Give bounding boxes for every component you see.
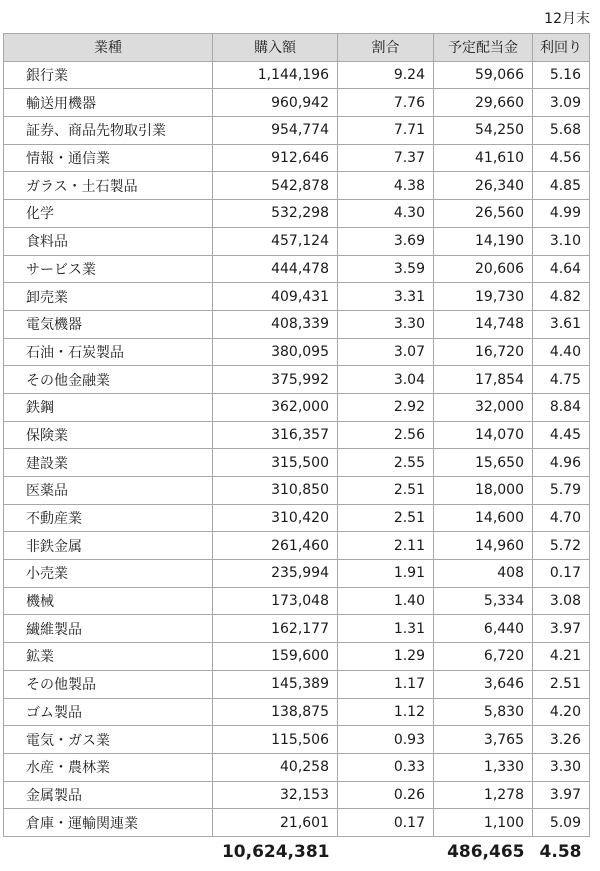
cell-expected-dividend: 59,066 — [434, 61, 533, 89]
cell-purchase-amount: 115,506 — [213, 726, 338, 754]
cell-ratio: 9.24 — [338, 61, 434, 89]
cell-expected-dividend: 1,100 — [434, 809, 533, 837]
table-row — [4, 117, 590, 145]
table-row — [4, 61, 590, 89]
cell-yield: 2.51 — [533, 670, 590, 698]
header-ratio: 割合 — [338, 34, 434, 62]
table-row — [4, 227, 590, 255]
cell-purchase-amount: 362,000 — [213, 393, 338, 421]
cell-industry: 卸売業 — [4, 283, 213, 311]
cell-purchase-amount: 912,646 — [213, 144, 338, 172]
cell-purchase-amount: 173,048 — [213, 587, 338, 615]
cell-purchase-amount: 32,153 — [213, 781, 338, 809]
holdings-table — [3, 33, 590, 867]
cell-industry: その他製品 — [4, 670, 213, 698]
table-row — [4, 255, 590, 283]
cell-industry: 倉庫・運輸関連業 — [4, 809, 213, 837]
cell-expected-dividend: 16,720 — [434, 338, 533, 366]
total-purchase: 10,624,381 — [221, 841, 330, 862]
cell-industry: 電気機器 — [4, 310, 213, 338]
cell-industry: 機械 — [4, 587, 213, 615]
cell-ratio: 3.30 — [338, 310, 434, 338]
cell-expected-dividend: 1,278 — [434, 781, 533, 809]
cell-yield: 3.61 — [533, 310, 590, 338]
table-body — [4, 61, 590, 836]
cell-expected-dividend: 20,606 — [434, 255, 533, 283]
cell-industry: 証券、商品先物取引業 — [4, 117, 213, 145]
cell-yield: 4.99 — [533, 200, 590, 228]
cell-industry: その他金融業 — [4, 366, 213, 394]
cell-yield: 4.64 — [533, 255, 590, 283]
cell-industry: 輸送用機器 — [4, 89, 213, 117]
total-row — [4, 836, 590, 867]
cell-yield: 4.96 — [533, 449, 590, 477]
cell-purchase-amount: 138,875 — [213, 698, 338, 726]
cell-purchase-amount: 444,478 — [213, 255, 338, 283]
cell-expected-dividend: 19,730 — [434, 283, 533, 311]
table-row — [4, 560, 590, 588]
cell-ratio: 1.31 — [338, 615, 434, 643]
cell-purchase-amount: 21,601 — [213, 809, 338, 837]
table-row — [4, 643, 590, 671]
cell-ratio: 1.91 — [338, 560, 434, 588]
cell-yield: 4.40 — [533, 338, 590, 366]
header-industry: 業種 — [4, 34, 213, 62]
cell-yield: 4.82 — [533, 283, 590, 311]
table-row — [4, 338, 590, 366]
cell-purchase-amount: 954,774 — [213, 117, 338, 145]
cell-industry: 銀行業 — [4, 61, 213, 89]
cell-industry: ガラス・土石製品 — [4, 172, 213, 200]
cell-yield: 5.72 — [533, 532, 590, 560]
table-row — [4, 449, 590, 477]
cell-yield: 4.45 — [533, 421, 590, 449]
cell-ratio: 2.55 — [338, 449, 434, 477]
cell-yield: 3.97 — [533, 781, 590, 809]
table-row — [4, 532, 590, 560]
cell-yield: 4.56 — [533, 144, 590, 172]
cell-industry: 医薬品 — [4, 477, 213, 505]
cell-purchase-amount: 310,420 — [213, 504, 338, 532]
cell-ratio: 2.51 — [338, 477, 434, 505]
cell-purchase-amount: 457,124 — [213, 227, 338, 255]
cell-ratio: 7.37 — [338, 144, 434, 172]
cell-yield: 8.84 — [533, 393, 590, 421]
header-purchase-amount: 購入額 — [213, 34, 338, 62]
cell-expected-dividend: 54,250 — [434, 117, 533, 145]
table-row — [4, 809, 590, 837]
cell-yield: 3.97 — [533, 615, 590, 643]
cell-yield: 3.08 — [533, 587, 590, 615]
cell-yield: 5.79 — [533, 477, 590, 505]
cell-ratio: 1.17 — [338, 670, 434, 698]
total-label-cell — [4, 836, 213, 867]
cell-expected-dividend: 408 — [434, 560, 533, 588]
cell-industry: 不動産業 — [4, 504, 213, 532]
cell-purchase-amount: 40,258 — [213, 753, 338, 781]
cell-ratio: 2.92 — [338, 393, 434, 421]
cell-expected-dividend: 6,440 — [434, 615, 533, 643]
cell-purchase-amount: 316,357 — [213, 421, 338, 449]
cell-expected-dividend: 6,720 — [434, 643, 533, 671]
table-row — [4, 781, 590, 809]
cell-industry: 石油・石炭製品 — [4, 338, 213, 366]
cell-expected-dividend: 3,765 — [434, 726, 533, 754]
cell-industry: 鉱業 — [4, 643, 213, 671]
cell-expected-dividend: 26,340 — [434, 172, 533, 200]
cell-industry: 建設業 — [4, 449, 213, 477]
table-row — [4, 310, 590, 338]
total-yield: 4.58 — [539, 841, 582, 862]
cell-purchase-amount: 960,942 — [213, 89, 338, 117]
cell-purchase-amount: 235,994 — [213, 560, 338, 588]
total-ratio-cell — [338, 836, 434, 867]
table-row — [4, 366, 590, 394]
cell-yield: 3.26 — [533, 726, 590, 754]
cell-expected-dividend: 3,646 — [434, 670, 533, 698]
cell-ratio: 0.93 — [338, 726, 434, 754]
cell-industry: 電気・ガス業 — [4, 726, 213, 754]
table-row — [4, 698, 590, 726]
cell-yield: 4.75 — [533, 366, 590, 394]
cell-ratio: 1.29 — [338, 643, 434, 671]
table-row — [4, 200, 590, 228]
cell-purchase-amount: 408,339 — [213, 310, 338, 338]
cell-ratio: 0.17 — [338, 809, 434, 837]
cell-ratio: 7.76 — [338, 89, 434, 117]
cell-purchase-amount: 409,431 — [213, 283, 338, 311]
cell-industry: 情報・通信業 — [4, 144, 213, 172]
table-row — [4, 504, 590, 532]
cell-purchase-amount: 145,389 — [213, 670, 338, 698]
cell-ratio: 2.56 — [338, 421, 434, 449]
cell-yield: 5.68 — [533, 117, 590, 145]
cell-industry: 繊維製品 — [4, 615, 213, 643]
cell-yield: 0.17 — [533, 560, 590, 588]
cell-expected-dividend: 5,830 — [434, 698, 533, 726]
cell-yield: 4.70 — [533, 504, 590, 532]
cell-purchase-amount: 532,298 — [213, 200, 338, 228]
cell-yield: 5.09 — [533, 809, 590, 837]
cell-expected-dividend: 29,660 — [434, 89, 533, 117]
cell-yield: 3.09 — [533, 89, 590, 117]
cell-ratio: 3.04 — [338, 366, 434, 394]
cell-yield: 4.85 — [533, 172, 590, 200]
cell-expected-dividend: 17,854 — [434, 366, 533, 394]
table-row — [4, 144, 590, 172]
cell-ratio: 7.71 — [338, 117, 434, 145]
header-yield: 利回り — [533, 34, 590, 62]
cell-expected-dividend: 5,334 — [434, 587, 533, 615]
cell-ratio: 3.59 — [338, 255, 434, 283]
cell-expected-dividend: 18,000 — [434, 477, 533, 505]
period-label: 12月末 — [544, 11, 590, 27]
cell-ratio: 3.31 — [338, 283, 434, 311]
cell-ratio: 2.51 — [338, 504, 434, 532]
cell-yield: 3.30 — [533, 753, 590, 781]
cell-ratio: 3.07 — [338, 338, 434, 366]
cell-industry: サービス業 — [4, 255, 213, 283]
cell-expected-dividend: 14,600 — [434, 504, 533, 532]
cell-expected-dividend: 41,610 — [434, 144, 533, 172]
cell-industry: 非鉄金属 — [4, 532, 213, 560]
header-expected-dividend: 予定配当金 — [434, 34, 533, 62]
cell-purchase-amount: 1,144,196 — [213, 61, 338, 89]
cell-expected-dividend: 14,748 — [434, 310, 533, 338]
cell-expected-dividend: 15,650 — [434, 449, 533, 477]
cell-industry: 水産・農林業 — [4, 753, 213, 781]
cell-ratio: 1.40 — [338, 587, 434, 615]
table-row — [4, 615, 590, 643]
table-row — [4, 753, 590, 781]
table-row — [4, 393, 590, 421]
cell-ratio: 3.69 — [338, 227, 434, 255]
cell-purchase-amount: 380,095 — [213, 338, 338, 366]
cell-expected-dividend: 14,960 — [434, 532, 533, 560]
table-row — [4, 283, 590, 311]
table-row — [4, 477, 590, 505]
cell-industry: 金属製品 — [4, 781, 213, 809]
table-row — [4, 587, 590, 615]
cell-purchase-amount: 261,460 — [213, 532, 338, 560]
cell-industry: ゴム製品 — [4, 698, 213, 726]
cell-industry: 化学 — [4, 200, 213, 228]
cell-ratio: 2.11 — [338, 532, 434, 560]
cell-ratio: 4.38 — [338, 172, 434, 200]
table-row — [4, 670, 590, 698]
cell-ratio: 4.30 — [338, 200, 434, 228]
cell-expected-dividend: 26,560 — [434, 200, 533, 228]
cell-expected-dividend: 1,330 — [434, 753, 533, 781]
table-row — [4, 726, 590, 754]
header-row — [4, 34, 590, 62]
total-dividend: 486,465 — [447, 841, 525, 862]
cell-purchase-amount: 315,500 — [213, 449, 338, 477]
cell-expected-dividend: 14,070 — [434, 421, 533, 449]
cell-purchase-amount: 159,600 — [213, 643, 338, 671]
cell-yield: 4.20 — [533, 698, 590, 726]
cell-purchase-amount: 375,992 — [213, 366, 338, 394]
cell-purchase-amount: 310,850 — [213, 477, 338, 505]
cell-yield: 3.10 — [533, 227, 590, 255]
cell-purchase-amount: 162,177 — [213, 615, 338, 643]
table-row — [4, 172, 590, 200]
cell-ratio: 0.26 — [338, 781, 434, 809]
cell-industry: 小売業 — [4, 560, 213, 588]
cell-yield: 5.16 — [533, 61, 590, 89]
cell-yield: 4.21 — [533, 643, 590, 671]
cell-ratio: 0.33 — [338, 753, 434, 781]
table-row — [4, 421, 590, 449]
cell-expected-dividend: 32,000 — [434, 393, 533, 421]
table-row — [4, 89, 590, 117]
cell-industry: 鉄鋼 — [4, 393, 213, 421]
cell-purchase-amount: 542,878 — [213, 172, 338, 200]
cell-ratio: 1.12 — [338, 698, 434, 726]
cell-industry: 保険業 — [4, 421, 213, 449]
cell-industry: 食料品 — [4, 227, 213, 255]
cell-expected-dividend: 14,190 — [434, 227, 533, 255]
